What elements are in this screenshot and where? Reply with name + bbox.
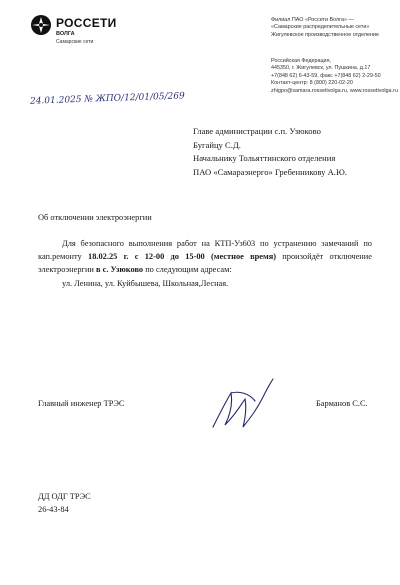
body-paragraph (38, 237, 372, 276)
branch-line: Жигулевское производственное отделение (271, 31, 379, 38)
contact-line: 445350, г. Жигулевск, ул. Пушкина, д.17 (271, 65, 371, 72)
rosseti-logo-icon (30, 14, 52, 36)
addressee-block (193, 125, 347, 179)
contact-line: zhigpo@samara.rossetivolga.ru, www.rossetivolga.ru (271, 87, 398, 94)
outage-time: 18.02.25 г. с 12-00 до 15-00 (местное время) (88, 252, 277, 261)
footer-department: ДД ОДГ ТРЭС (38, 492, 91, 501)
registration-number: 24.01.2025 № ЖПО/12/01/05/269 (29, 91, 185, 107)
footer-phone: 26-43-84 (38, 505, 69, 514)
contact-line: Российская Федерация, (271, 58, 331, 64)
contact-info (271, 58, 399, 95)
branch-info (271, 17, 399, 39)
contact-line: +7(848 62) 6-43-59, факс +7(848 62) 2-29-50 (271, 72, 381, 79)
street-list: ул. Ленина, ул. Куйбышева, Школьная,Лесная. (62, 279, 229, 288)
signatory-name: Барманов С.С. (316, 399, 368, 408)
body-text-segment: Для безопасного выполнения работ на КТП-Уз603 по устранению замечаний по кап.ремонту (38, 239, 372, 261)
addressee-line: Главе администрации с.п. Узюково (193, 126, 321, 136)
branch-line: «Самарские распределительные сети» (271, 24, 370, 31)
handwritten-signature (205, 375, 277, 435)
contact-line: Контакт-центр: 8 (800) 220-02-20 (271, 80, 353, 87)
addressee-line: Начальнику Тольяттинского отделения (193, 153, 336, 163)
addressee-line: ПАО «Самараэнерго» Гребенникову А.Ю. (193, 166, 347, 177)
body-text-segment: произойдёт отключение электроэнергии (38, 252, 372, 274)
outage-location: в с. Узюково (96, 265, 144, 274)
signatory-role: Главный инженер ТРЭС (38, 399, 125, 408)
body-text-segment: по следующим адресам: (143, 265, 232, 274)
letter-subject: Об отключении электроэнергии (38, 213, 152, 222)
letter-body (38, 237, 372, 290)
company-logo (30, 14, 150, 54)
branch-line: Филиал ПАО «Россети Волга» — (271, 17, 354, 23)
brand-name: РОССЕТИ (56, 16, 117, 30)
brand-division: Самарские сети (56, 39, 94, 45)
addressee-line: Бугайцу С.Д. (193, 139, 241, 150)
brand-region: ВОЛГА (56, 31, 75, 37)
